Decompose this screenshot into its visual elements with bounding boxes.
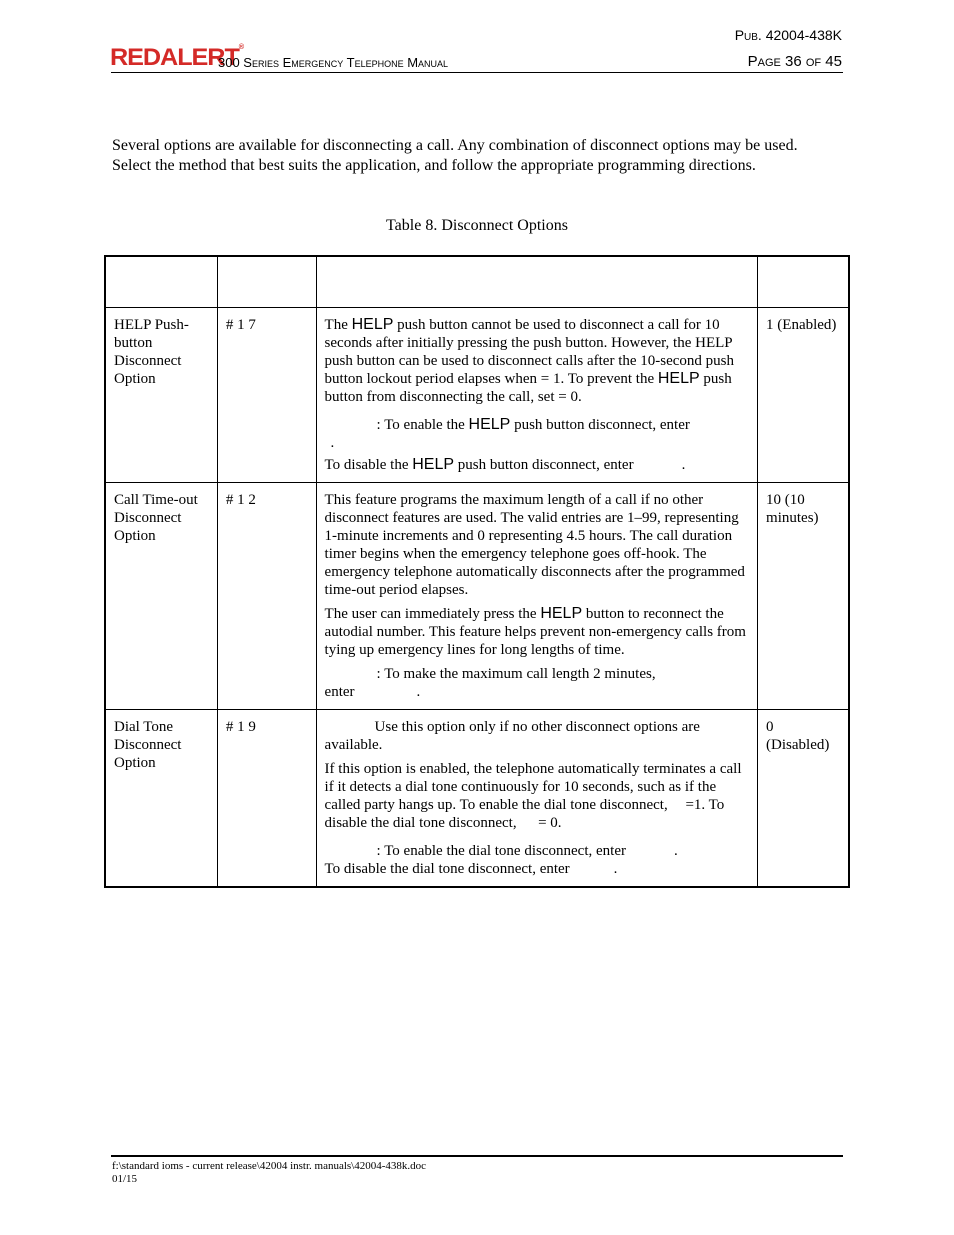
help-label: HELP (412, 456, 455, 473)
option-code: # 1 9 (217, 710, 316, 888)
description-paragraph: The user can immediately press the HELP button to reconnect the autodial number. This feature helps prevent non-emergency calls from tying up emergency lines for long lengths of time. (324, 605, 746, 658)
option-default: 1 (Enabled) (758, 308, 849, 483)
option-description (316, 483, 757, 710)
option-name: Dial Tone Disconnect Option (105, 710, 217, 888)
header-cell-option (105, 256, 217, 308)
example-disable: To disable the HELP push button disconnect, enter . (324, 456, 686, 473)
option-code: # 1 2 (217, 483, 316, 710)
description-paragraph: If this option is enabled, the telephone automatically terminates a call if it detects a dial tone continuously for 10 seconds, such as if the called party hangs up. To enable the dial tone disconnect, =1. To disable the dial tone disconnect, = 0. (324, 761, 742, 831)
header-cell-description (316, 256, 757, 308)
option-description (316, 710, 757, 888)
option-description (316, 308, 757, 483)
option-default: 0 (Disabled) (758, 710, 849, 888)
logo-text: REDALERT (110, 44, 239, 71)
description-paragraph: The HELP push button cannot be used to disconnect a call for 10 seconds after initially pressing the push button. However, the HELP push button can be used to disconnect calls after the 10-second push button lockout period elapses when = 1. To prevent the HELP push button from disconnecting the call, set = 0. (324, 316, 735, 405)
disconnect-options-table (104, 255, 850, 888)
header-divider (111, 72, 843, 73)
table-row (105, 710, 849, 888)
footer (112, 1160, 426, 1186)
description-paragraph: This feature programs the maximum length of a call if no other disconnect features are used. The valid entries are 1–99, representing 1-minute increments and 0 representing 4.5 hours. The call duration timer begins when the emergency telephone goes off-hook. The emergency telephone automatically disconnects after the programmed time-out period elapses. (324, 492, 745, 598)
example-disable: To disable the dial tone disconnect, enter . (324, 861, 618, 877)
example-call-length: : To make the maximum call length 2 minutes, (376, 666, 656, 682)
header-cell-default (758, 256, 849, 308)
option-default: 10 (10 minutes) (758, 483, 849, 710)
intro-paragraph: Several options are available for disconnecting a call. Any combination of disconnect options may be used. Select the method that best suits the application, and follow the appropriate programming directions. (112, 137, 798, 174)
example-enable: : To enable the dial tone disconnect, enter . (376, 843, 678, 859)
help-label: HELP (351, 316, 394, 333)
table-row (105, 483, 849, 710)
help-label: HELP (657, 370, 700, 387)
footer-divider (111, 1155, 843, 1157)
manual-title: 300 Series Emergency Telephone Manual (218, 55, 449, 70)
example-enable-end: . (330, 435, 335, 451)
help-label: HELP (468, 416, 511, 433)
page-number: Page 36 of 45 (747, 53, 842, 70)
help-label: HELP (540, 605, 583, 622)
option-name: HELP Push-button Disconnect Option (105, 308, 217, 483)
document-date: 01/15 (112, 1173, 138, 1185)
option-name: Call Time-out Disconnect Option (105, 483, 217, 710)
description-paragraph: Use this option only if no other disconnect options are available. (324, 719, 700, 753)
option-code: # 1 7 (217, 308, 316, 483)
example-enable: : To enable the HELP push button disconnect, enter (376, 416, 690, 433)
header-cell-code (217, 256, 316, 308)
example-enter: enter . (324, 684, 421, 700)
logo-registered-mark: ® (238, 44, 245, 51)
table-caption: Table 8. Disconnect Options (386, 217, 568, 234)
document-path: f:\standard ioms - current release\42004 instr. manuals\42004-438k.doc (112, 1160, 427, 1172)
publication-number: Pub. 42004-438K (734, 27, 842, 43)
table-header-row (105, 256, 849, 308)
table-row (105, 308, 849, 483)
